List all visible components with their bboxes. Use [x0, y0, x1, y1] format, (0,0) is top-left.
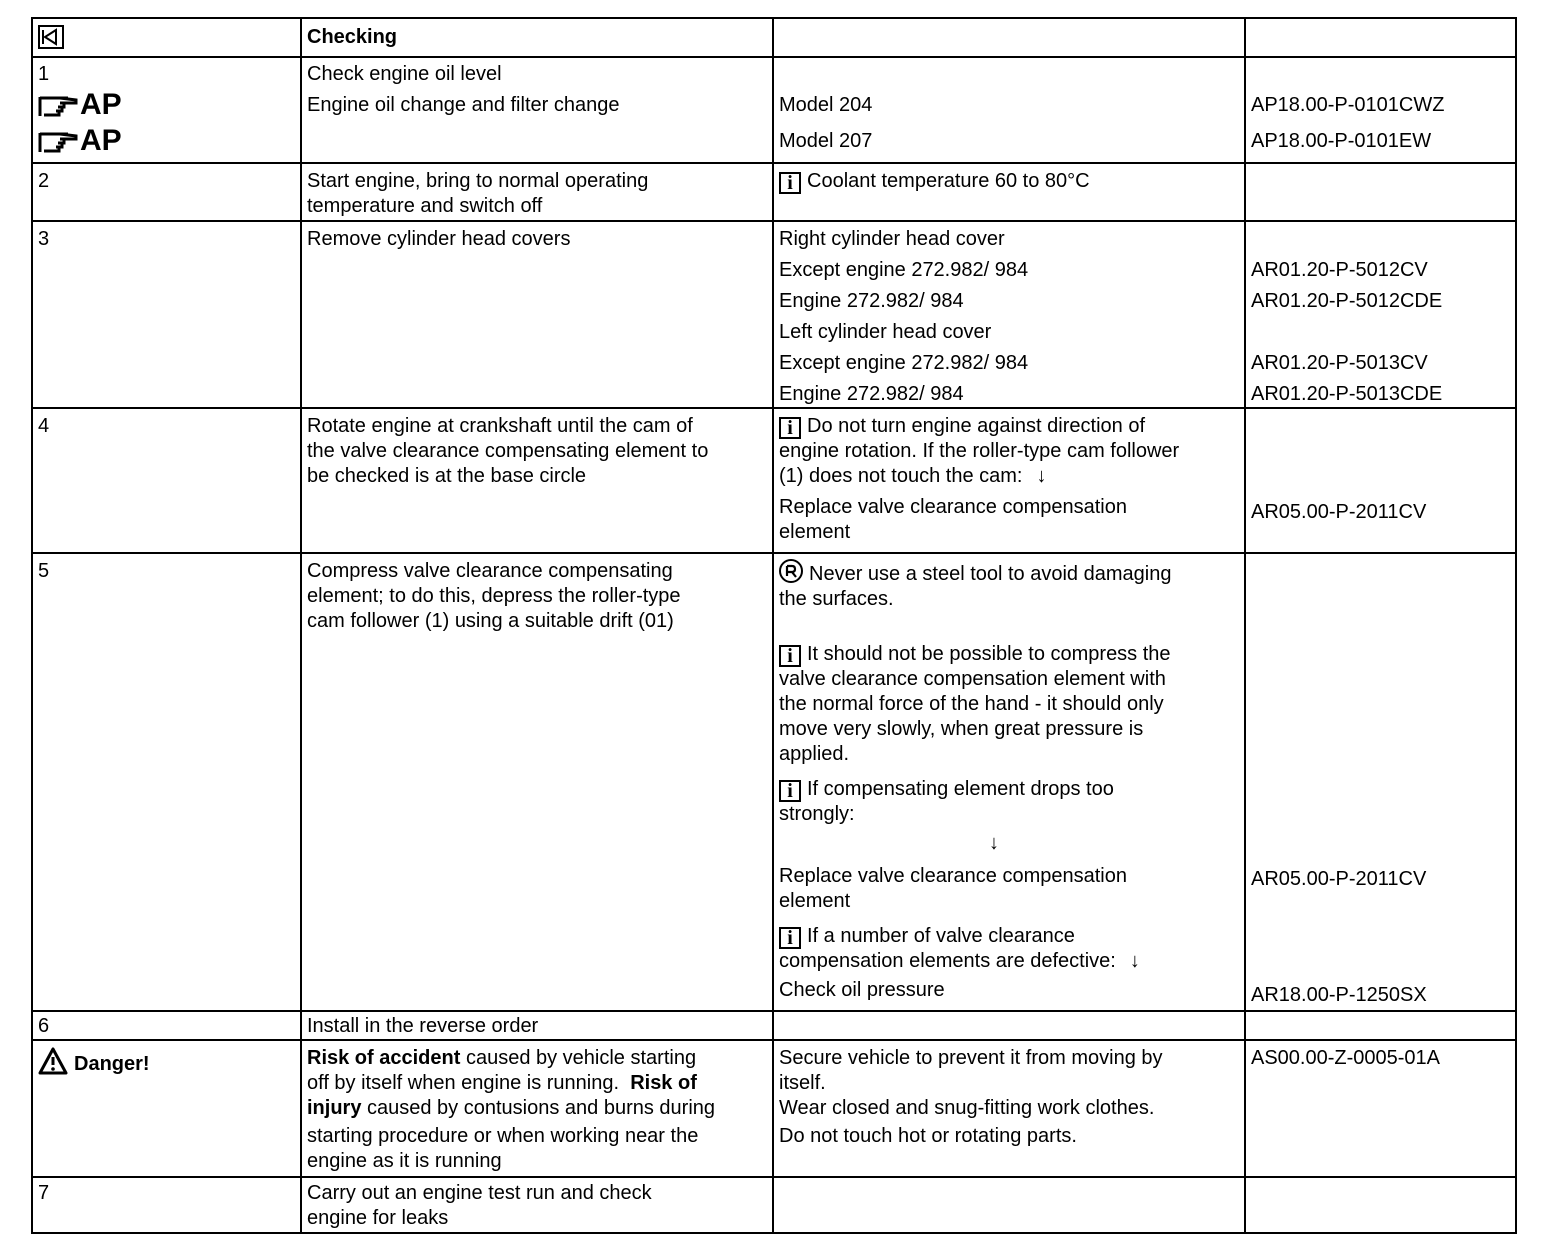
action-text: Start engine, bring to normal operating: [307, 170, 649, 192]
measure-text: itself.: [779, 1072, 826, 1094]
info-icon: i: [779, 780, 801, 802]
step-6-action-cell: [301, 1011, 773, 1040]
action-text: Remove cylinder head covers: [307, 228, 571, 250]
pointing-hand-icon: [38, 92, 78, 118]
danger-line: [307, 1046, 767, 1071]
measure-text: Secure vehicle to prevent it from moving by: [779, 1047, 1163, 1069]
danger-line: [307, 1071, 767, 1096]
danger-label: Danger!: [74, 1053, 150, 1075]
down-arrow-icon: ↓: [1129, 950, 1140, 972]
down-arrow-icon: ↓: [1036, 465, 1047, 487]
note-text: Except engine 272.982/ 984: [779, 259, 1029, 281]
step-5-notes-cell: [773, 553, 1245, 1011]
step-row-2: [32, 163, 1516, 221]
risk-injury-label: Risk of: [630, 1072, 697, 1094]
step-5-num-cell: [32, 553, 301, 1011]
note-text: Except engine 272.982/ 984: [779, 352, 1029, 374]
note-text: applied.: [779, 743, 850, 765]
info-icon: i: [779, 645, 801, 667]
note-text: compensation elements are defective:: [779, 950, 1116, 972]
ap-link-1[interactable]: [38, 87, 295, 123]
header-icon-cell: [32, 18, 301, 57]
danger-text: engine as it is running: [307, 1150, 502, 1172]
measure-text: Wear closed and snug-fitting work clothes.: [779, 1097, 1155, 1119]
danger-ref-cell: [1245, 1040, 1516, 1177]
danger-label-cell: [32, 1040, 301, 1177]
reference-link[interactable]: AR01.20-P-5013CDE: [1251, 383, 1443, 405]
note-line: [779, 642, 1239, 667]
note-text: strongly:: [779, 803, 855, 825]
step-7-notes-cell: [773, 1177, 1245, 1233]
action-text: engine for leaks: [307, 1207, 449, 1229]
step-2-num-cell: [32, 163, 301, 221]
danger-text: starting procedure or when working near the: [307, 1125, 699, 1147]
note-text: Right cylinder head cover: [779, 228, 1005, 250]
note-text: It should not be possible to compress the: [807, 643, 1171, 665]
info-icon: i: [779, 417, 801, 439]
step-3-action-cell: [301, 221, 773, 408]
step-number: 2: [38, 170, 50, 192]
injury-label: injury: [307, 1097, 362, 1119]
header-empty-3: [773, 18, 1245, 57]
note-line: [779, 777, 1239, 802]
down-arrow-icon: ↓: [989, 832, 999, 854]
step-4-notes-cell: [773, 408, 1245, 553]
note-line: [779, 169, 1239, 194]
step-5-action-cell: [301, 553, 773, 1011]
step-row-5: [32, 553, 1516, 1011]
danger-text: caused by contusions and burns during: [361, 1097, 716, 1119]
reference-link[interactable]: AR05.00-P-2011CV: [1251, 868, 1427, 890]
action-text: cam follower (1) using a suitable drift (01): [307, 610, 674, 632]
step-number: 3: [38, 228, 50, 250]
note-text: move very slowly, when great pressure is: [779, 718, 1144, 740]
danger-row: [32, 1040, 1516, 1177]
danger-measures-cell: [773, 1040, 1245, 1177]
note-text: Never use a steel tool to avoid damaging: [809, 563, 1172, 585]
note-text: engine rotation. If the roller-type cam follower: [779, 440, 1180, 462]
step-1-notes-cell: [773, 57, 1245, 163]
step-2-action-cell: [301, 163, 773, 221]
procedure-table: [31, 17, 1517, 1234]
step-7-num-cell: [32, 1177, 301, 1233]
reference-link[interactable]: AR01.20-P-5012CV: [1251, 259, 1428, 281]
reference-link[interactable]: AR05.00-P-2011CV: [1251, 501, 1427, 523]
step-3-num-cell: [32, 221, 301, 408]
note-text: Left cylinder head cover: [779, 321, 992, 343]
reference-link[interactable]: AP18.00-P-0101EW: [1251, 130, 1432, 152]
note-text: the normal force of the hand - it should only: [779, 693, 1164, 715]
action-text: temperature and switch off: [307, 195, 543, 217]
note-text: Do not turn engine against direction of: [807, 415, 1145, 437]
note-line: [779, 414, 1239, 439]
note-text: valve clearance compensation element with: [779, 668, 1166, 690]
step-7-ref-cell: [1245, 1177, 1516, 1233]
note-text: Engine 272.982/ 984: [779, 290, 964, 312]
step-1-action-cell: [301, 57, 773, 163]
header-empty-4: [1245, 18, 1516, 57]
step-2-notes-cell: [773, 163, 1245, 221]
ap-link-2[interactable]: [38, 123, 295, 159]
step-4-ref-cell: [1245, 408, 1516, 553]
model-text: Model 207: [779, 130, 873, 152]
note-text: (1) does not touch the cam:: [779, 465, 1023, 487]
reference-link[interactable]: AR01.20-P-5013CV: [1251, 352, 1428, 374]
danger-text: caused by vehicle starting: [460, 1047, 697, 1069]
note-line: [779, 559, 1239, 587]
measure-text: Do not touch hot or rotating parts.: [779, 1125, 1077, 1147]
action-text: Compress valve clearance compensating: [307, 560, 673, 582]
step-number: 1: [38, 63, 50, 85]
note-text: If compensating element drops too: [807, 778, 1114, 800]
ap-label: AP: [80, 124, 122, 157]
caution-icon: [779, 559, 803, 583]
step-1-num-cell: [32, 57, 301, 163]
note-text: the surfaces.: [779, 588, 894, 610]
risk-accident-label: Risk of accident: [307, 1047, 461, 1069]
action-text: the valve clearance compensating element to: [307, 440, 709, 462]
action-text: Rotate engine at crankshaft until the cam of: [307, 415, 693, 437]
step-row-6: [32, 1011, 1516, 1040]
step-7-action-cell: [301, 1177, 773, 1233]
note-line: [779, 464, 1239, 489]
step-number: 5: [38, 560, 50, 582]
header-row: [32, 18, 1516, 57]
danger-heading: [38, 1047, 295, 1077]
model-text: Model 204: [779, 94, 873, 116]
note-text: Replace valve clearance compensation: [779, 865, 1127, 887]
note-text: Engine 272.982/ 984: [779, 383, 964, 405]
step-number: 4: [38, 415, 50, 437]
action-text: Check engine oil level: [307, 63, 502, 85]
step-6-ref-cell: [1245, 1011, 1516, 1040]
step-row-1: [32, 57, 1516, 163]
step-number: 6: [38, 1015, 50, 1037]
action-text: Install in the reverse order: [307, 1015, 539, 1037]
step-number: 7: [38, 1182, 50, 1204]
reference-link[interactable]: AR18.00-P-1250SX: [1251, 984, 1427, 1006]
reference-link[interactable]: AR01.20-P-5012CDE: [1251, 290, 1443, 312]
step-5-ref-cell: [1245, 553, 1516, 1011]
step-6-num-cell: [32, 1011, 301, 1040]
action-text: be checked is at the base circle: [307, 465, 587, 487]
danger-text: off by itself when engine is running.: [307, 1072, 620, 1094]
danger-text-cell: [301, 1040, 773, 1177]
note-text: Replace valve clearance compensation: [779, 496, 1127, 518]
step-row-4: [32, 408, 1516, 553]
step-3-ref-cell: [1245, 221, 1516, 408]
info-icon: i: [779, 927, 801, 949]
step-3-notes-cell: [773, 221, 1245, 408]
step-1-ref-cell: [1245, 57, 1516, 163]
step-4-num-cell: [32, 408, 301, 553]
action-text: Carry out an engine test run and check: [307, 1182, 652, 1204]
reference-link[interactable]: AP18.00-P-0101CWZ: [1251, 94, 1445, 116]
step-6-notes-cell: [773, 1011, 1245, 1040]
step-row-7: [32, 1177, 1516, 1233]
note-line: [779, 949, 1239, 974]
note-text: element: [779, 521, 851, 543]
note-text: If a number of valve clearance: [807, 925, 1075, 947]
step-4-action-cell: [301, 408, 773, 553]
ap-label: AP: [80, 88, 122, 121]
warning-triangle-icon: [38, 1047, 68, 1075]
pointing-hand-icon: [38, 128, 78, 154]
note-text: Check oil pressure: [779, 979, 945, 1001]
step-2-ref-cell: [1245, 163, 1516, 221]
action-text: Engine oil change and filter change: [307, 94, 620, 116]
note-text: element: [779, 890, 851, 912]
step-row-3: [32, 221, 1516, 408]
action-text: element; to do this, depress the roller-type: [307, 585, 681, 607]
danger-line: [307, 1096, 767, 1121]
reference-link[interactable]: AS00.00-Z-0005-01A: [1251, 1047, 1441, 1069]
checking-heading: Checking: [307, 26, 398, 48]
note-text: Coolant temperature 60 to 80°C: [807, 170, 1090, 192]
header-title-cell: [301, 18, 773, 57]
note-line: [779, 924, 1239, 949]
info-icon: i: [779, 172, 801, 194]
back-arrow-box-icon[interactable]: [38, 25, 64, 49]
